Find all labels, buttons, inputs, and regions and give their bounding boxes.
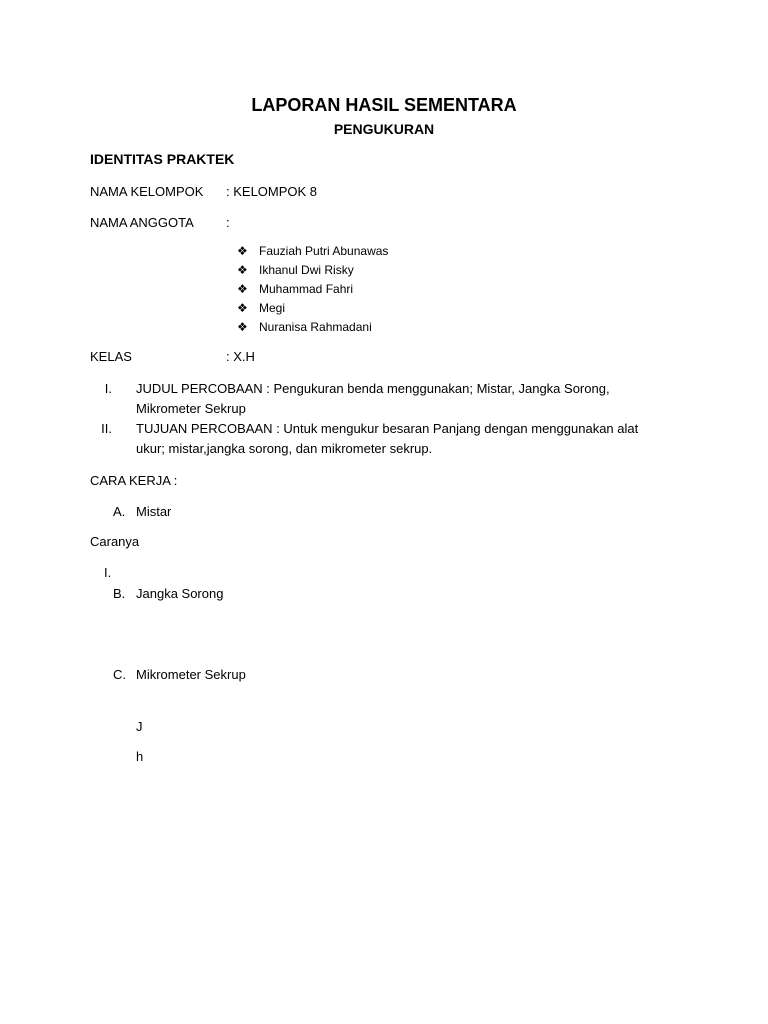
- list-item: [237, 281, 388, 300]
- list-item: [237, 319, 388, 338]
- empty-numeral: I.: [104, 565, 112, 580]
- tool-a-label: Mistar: [136, 504, 172, 519]
- item-purpose-line: ukur; mistar,jangka sorong, dan mikrometer sekrup.: [136, 441, 433, 456]
- member-name: Muhammad Fahri: [259, 282, 354, 296]
- list-item: [237, 300, 388, 319]
- list-item: [237, 262, 388, 281]
- members-colon: :: [226, 215, 230, 230]
- tool-b-label: Jangka Sorong: [136, 586, 224, 601]
- diamond-bullet-icon: ❖: [237, 263, 248, 277]
- diamond-bullet-icon: ❖: [237, 244, 248, 258]
- members-list: [237, 243, 388, 338]
- diamond-bullet-icon: ❖: [237, 282, 248, 296]
- procedure-label: CARA KERJA :: [90, 473, 178, 488]
- item-purpose-line: TUJUAN PERCOBAAN : Untuk mengukur besaran Panjang dengan menggunakan alat: [136, 421, 639, 436]
- item-numeral-2: II.: [101, 421, 112, 436]
- item-title-line: Mikrometer Sekrup: [136, 401, 246, 416]
- identity-heading: IDENTITAS PRAKTEK: [90, 151, 235, 167]
- class-value: : X.H: [226, 349, 255, 364]
- group-value: : KELOMPOK 8: [226, 184, 318, 199]
- tool-a-letter: A.: [113, 504, 126, 519]
- item-numeral-1: I.: [104, 381, 112, 396]
- member-name: Nuranisa Rahmadani: [259, 320, 372, 334]
- members-label: NAMA ANGGOTA: [90, 215, 194, 230]
- diamond-bullet-icon: ❖: [237, 320, 248, 334]
- diamond-bullet-icon: ❖: [237, 301, 248, 315]
- list-item: [237, 243, 388, 262]
- member-name: Megi: [259, 301, 286, 315]
- document-subtitle: PENGUKURAN: [333, 121, 435, 137]
- member-name: Ikhanul Dwi Risky: [259, 263, 354, 277]
- member-name: Fauziah Putri Abunawas: [259, 244, 389, 258]
- tool-c-label: Mikrometer Sekrup: [136, 667, 246, 682]
- tool-b-letter: B.: [113, 586, 126, 601]
- group-label: NAMA KELOMPOK: [90, 184, 204, 199]
- document-title: LAPORAN HASIL SEMENTARA: [251, 95, 517, 115]
- tool-c-letter: C.: [113, 667, 126, 682]
- stray-text: h: [136, 749, 144, 764]
- item-title-line: JUDUL PERCOBAAN : Pengukuran benda menggunakan; Mistar, Jangka Sorong,: [136, 381, 610, 396]
- stray-text: J: [136, 719, 143, 734]
- class-label: KELAS: [90, 349, 132, 364]
- method-label: Caranya: [90, 534, 140, 549]
